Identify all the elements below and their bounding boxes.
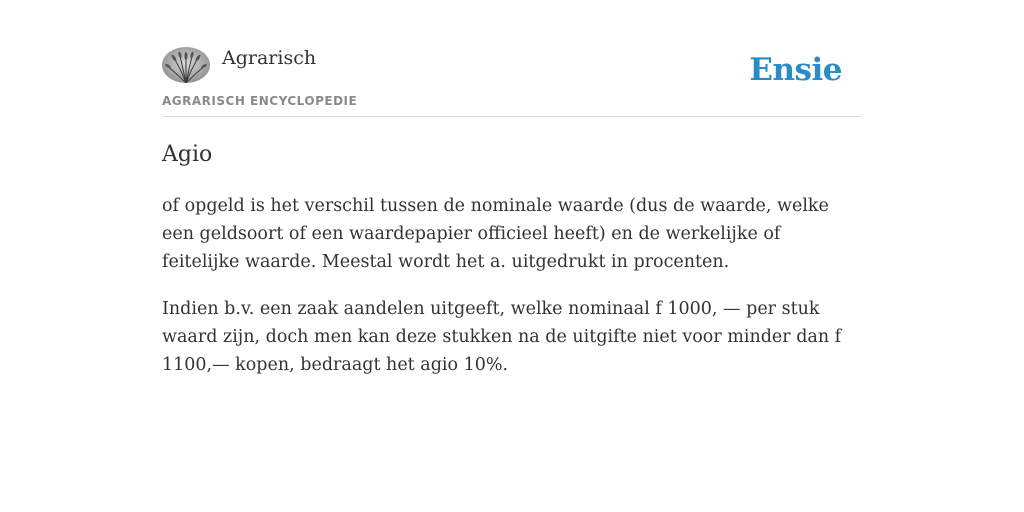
wheat-logo-icon[interactable] bbox=[162, 47, 210, 83]
header bbox=[162, 44, 862, 117]
article-paragraph: Indien b.v. een zaak aandelen uitgeeft, welke nominaal f 1000, — per stuk waard zijn, doch men kan deze stukken na de uitgifte niet voor minder dan f 1100,— kopen, bedraagt het agio 10%. bbox=[162, 299, 842, 375]
article-paragraph: of opgeld is het verschil tussen de nominale waarde (dus de waarde, welke een geldsoort of een waardepapier officieel heeft) en de werkelijke of feitelijke waarde. Meestal wordt het a. uitgedrukt in procenten. bbox=[162, 196, 829, 272]
ensie-logo-link[interactable]: Ensie bbox=[749, 52, 842, 88]
brand-name[interactable]: Agrarisch bbox=[222, 47, 317, 69]
article-title: Agio bbox=[162, 142, 213, 167]
article bbox=[162, 140, 862, 379]
brand-subtitle: AGRARISCH ENCYCLOPEDIE bbox=[162, 94, 358, 108]
